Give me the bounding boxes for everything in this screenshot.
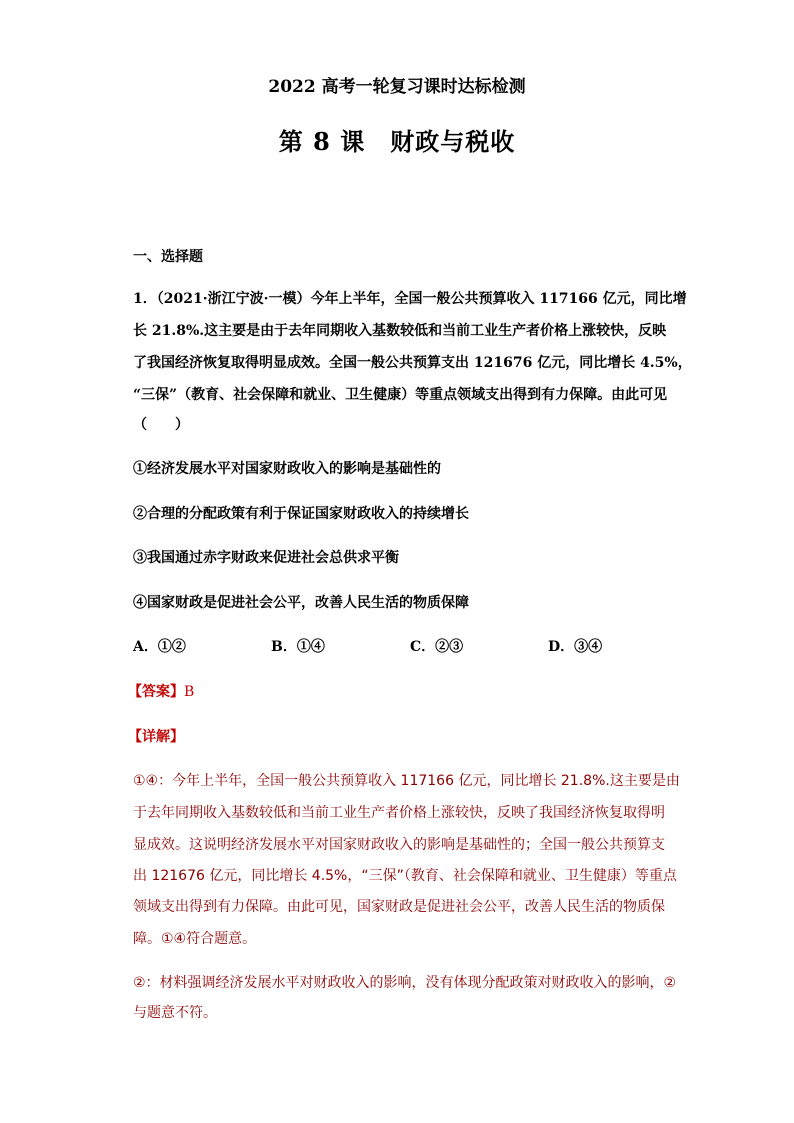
answer-row xyxy=(128,681,194,701)
document-subtitle: 2022 高考一轮复习课时达标检测 xyxy=(268,77,526,97)
question-line: 1．（2021·浙江宁波·一模）今年上半年，全国一般公共预算收入 117166 亿元，同比增 xyxy=(133,291,687,307)
lesson-title: 第 8 课 财政与税收 xyxy=(278,127,516,156)
choice-a: A．①② xyxy=(133,639,186,655)
answer-value: B xyxy=(184,684,195,700)
question-line: 了我国经济恢复取得明显成效。全国一般公共预算支出 121676 亿元，同比增长 4.5%， xyxy=(133,355,692,371)
question-line: 长 21.8%.这主要是由于去年同期收入基数较低和当前工业生产者价格上涨较快，反映 xyxy=(133,323,667,339)
explanation-line: ②：材料强调经济发展水平对财政收入的影响，没有体现分配政策对财政收入的影响，② xyxy=(133,975,677,991)
choice-d: D．③④ xyxy=(548,639,603,655)
option-statement: ①经济发展水平对国家财政收入的影响是基础性的 xyxy=(133,461,441,477)
option-statement: ③我国通过赤字财政来促进社会总供求平衡 xyxy=(133,550,399,566)
explanation-line: ①④：今年上半年，全国一般公共预算收入 117166 亿元，同比增长 21.8%.这主要是由 xyxy=(133,773,680,789)
explanation-line: 出 121676 亿元，同比增长 4.5%，“三保”（教育、社会保障和就业、卫生健康）等重点 xyxy=(133,868,677,884)
explanation-line: 显成效。这说明经济发展水平对国家财政收入的影响是基础性的；全国一般公共预算支 xyxy=(133,837,665,853)
section-heading: 一、选择题 xyxy=(133,249,203,265)
question-line: “三保”（教育、社会保障和就业、卫生健康）等重点领域支出得到有力保障。由此可见 xyxy=(133,387,668,403)
choice-c: C．②③ xyxy=(410,639,464,655)
option-statement: ④国家财政是促进社会公平，改善人民生活的物质保障 xyxy=(133,595,469,611)
answer-label: 【答案】 xyxy=(128,684,184,700)
explanation-line: 与题意不符。 xyxy=(133,1005,217,1021)
explanation-line: 障。①④符合题意。 xyxy=(133,931,257,947)
choice-b: B．①④ xyxy=(271,639,325,655)
option-statement: ②合理的分配政策有利于保证国家财政收入的持续增长 xyxy=(133,506,469,522)
detail-label: 【详解】 xyxy=(128,729,184,745)
explanation-line: 于去年同期收入基数较低和当前工业生产者价格上涨较快，反映了我国经济恢复取得明 xyxy=(133,805,665,821)
question-blank: （ ） xyxy=(133,417,189,433)
explanation-line: 领域支出得到有力保障。由此可见，国家财政是促进社会公平，改善人民生活的物质保 xyxy=(133,899,665,915)
